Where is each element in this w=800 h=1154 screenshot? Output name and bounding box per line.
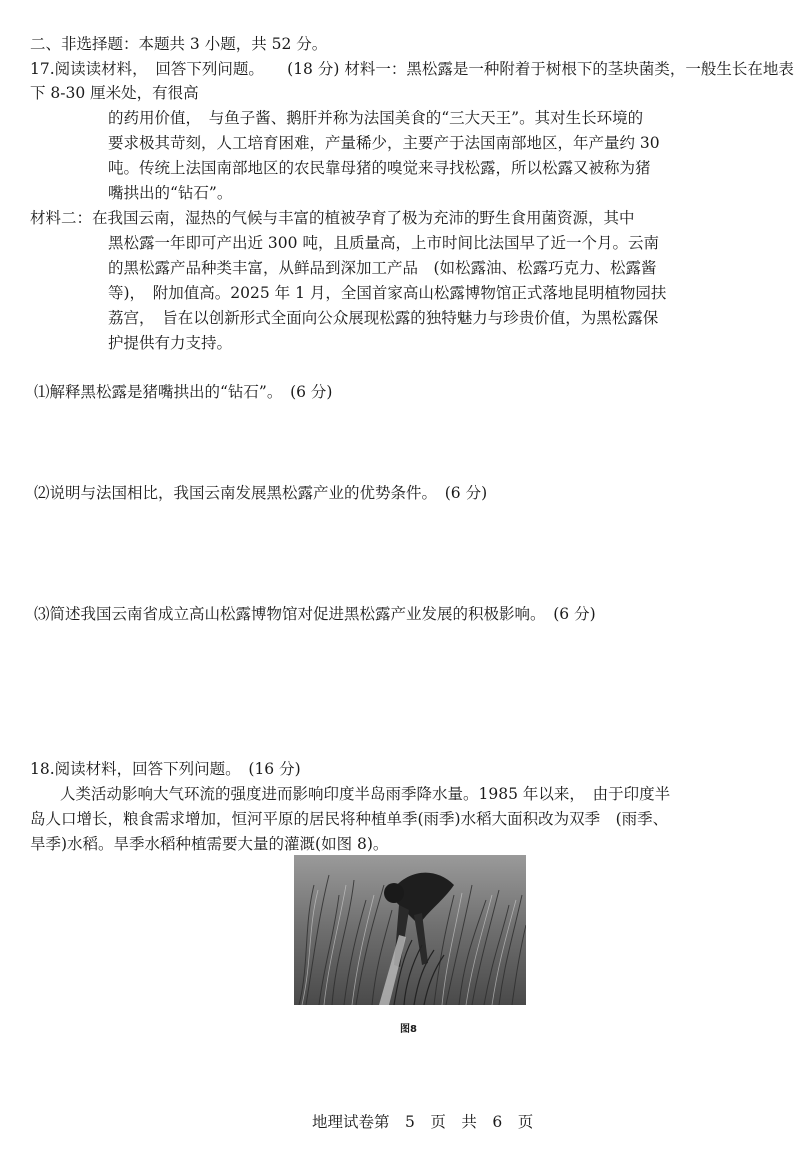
material2-line: 等)， 附加值高。2025 年 1 月，全国首家高山松露博物馆正式落地昆明植物园扶 (108, 284, 667, 302)
q18-line: 岛人口增长，粮食需求增加，恒河平原的居民将种植单季(雨季)水稻大面积改为双季 (雨季、 (30, 810, 669, 828)
material1-line: 吨。传统上法国南部地区的农民靠母猪的嗅觉来寻找松露，所以松露又被称为猪 (108, 159, 651, 177)
material1-line: 的药用价值， 与鱼子酱、鹅肝并称为法国美食的“三大天王”。其对生长环境的 (108, 109, 644, 127)
material2-line: 黑松露一年即可产出近 300 吨，且质量高，上市时间比法国早了近一个月。云南 (108, 234, 659, 252)
q18-line: 人类活动影响大气环流的强度进而影响印度半岛雨季降水量。1985 年以来， 由于印度半 (60, 785, 671, 803)
q17-intro: 17.阅读读材料， 回答下列问题。 (18 分) 材料一：黑松露是一种附着于树根下的茎块菌类，一般生长在地表 (30, 60, 794, 78)
material1-line: 嘴拱出的“钻石”。 (108, 184, 233, 202)
material1-line: 要求极其苛刻，人工培育困难，产量稀少，主要产于法国南部地区，年产量约 30 (108, 134, 660, 152)
rice-field-photo (294, 855, 526, 1005)
section-header: 二、非选择题：本题共 3 小题，共 52 分。 (30, 35, 328, 53)
page-footer: 地理试卷第 5 页 共 6 页 (312, 1113, 534, 1131)
q18-intro: 18.阅读材料，回答下列问题。 (16 分) (30, 760, 301, 778)
q18-line: 旱季)水稻。旱季水稻种植需要大量的灌溉(如图 8)。 (30, 835, 389, 853)
figure-caption: 图8 (400, 1024, 417, 1035)
q17-intro-cont: 下 8-30 厘米处，有很高 (30, 84, 199, 102)
q17-sub2: ⑵说明与法国相比，我国云南发展黑松露产业的优势条件。 (6 分) (34, 484, 488, 502)
material2-line: 的黑松露产品种类丰富，从鲜品到深加工产品 (如松露油、松露巧克力、松露酱 (108, 259, 657, 277)
material2-intro: 材料二：在我国云南，湿热的气候与丰富的植被孕育了极为充沛的野生食用菌资源，其中 (30, 209, 635, 227)
q17-sub3: ⑶简述我国云南省成立高山松露博物馆对促进黑松露产业发展的积极影响。 (6 分) (34, 605, 596, 623)
material2-line: 护提供有力支持。 (108, 334, 233, 352)
material2-line: 荔宫， 旨在以创新形式全面向公众展现松露的独特魅力与珍贵价值，为黑松露保 (108, 309, 659, 327)
q17-sub1: ⑴解释黑松露是猪嘴拱出的“钻石”。 (6 分) (34, 383, 333, 401)
